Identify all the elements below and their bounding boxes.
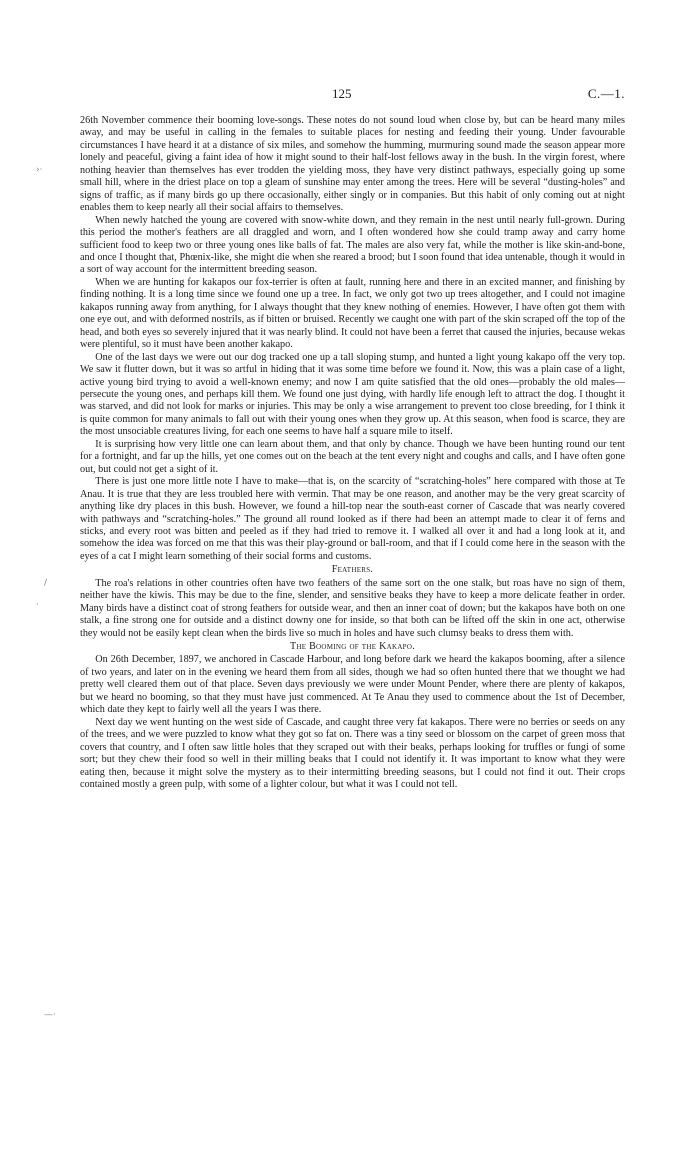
page-header (80, 88, 625, 106)
margin-mark-3: · (36, 600, 39, 610)
document-reference: C.—1. (587, 86, 625, 101)
paragraph: Next day we went hunting on the west side of Cascade, and caught three very fat kakapos. There were no berries or seeds on any of the trees, and we were puzzled to know what they got so fat on. There was a tiny seed or blossom on the carpet of green moss that covers that country, and I often saw little holes that they scraped out with their beaks, perhaps looking for truffles or fungi of some sort; but they chew their food so well in their milling beaks that I could not identify it. It was important to know what they were eating then, because it might solve the mystery as to their intermitting breeding seasons, but I could not find it out. Their crops contained mostly a green pulp, with some of a lighter colour, but what it was I could not tell. (80, 716, 625, 791)
margin-mark-2: / (44, 578, 48, 588)
document-body (80, 115, 625, 791)
paragraph: One of the last days we were out our dog tracked one up a tall sloping stump, and hunted a light young kakapo off the very top. We saw it flutter down, but it was so artful in hiding that it was some time before we found it. Now, this was a plain case of a light, active young bird trying to avoid a well-known enemy; and now I am quite satisfied that the old ones—probably the old males—persecute the young ones, and perhaps kill them. We found one just dying, with hardly life enough left to attract the dog. I thought it was starved, and did not look for marks or injuries. This may be only a wise arrangement to prevent too close breeding, for I think it is quite common for many animals to fall out with their young ones when they grow up. At this season, when food is scarce, they are the most unsociable creatures living, for each one seems to have half a square mile to itself. (80, 351, 625, 438)
margin-mark-4: —· (44, 1010, 56, 1020)
paragraph: It is surprising how very little one can learn about them, and that only by chance. Though we have been hunting round our tent for a fortnight, and far up the hills, yet one comes out on the beach at the tent every night and coughs and calls, and I have often gone out, but could not get a sight of it. (80, 438, 625, 475)
section-heading-booming: The Booming of the Kakapo. (289, 641, 416, 653)
paragraph: On 26th December, 1897, we anchored in Cascade Harbour, and long before dark we heard the kakapos booming, after a silence of two years, and later on in the evening we heard them from all sides, though we had so often hunted there that we thought we had pretty well cleared them out of that place. Seven days previously we were under Mount Pender, where there are plenty of kakapos, but we heard no booming, so that they must have just commenced. At Te Anau they used to commence about the 1st of December, which date they kept to fairly well all the years I was there. (80, 654, 625, 716)
page-number: 125 (332, 86, 352, 101)
paragraph: 26th November commence their booming love-songs. These notes do not sound loud when close by, but can be heard many miles away, and may be useful in calling in the females to suitable places for nesting and feeding their young. Under favourable circumstances I have heard it at a distance of six miles, and somehow the humming, murmuring sound made the season appear more lonely and peaceful, giving a faint idea of how it might sound to their half-lost fellows away in the bush. In the virgin forest, where nothing heavier than themselves has ever trodden the yielding moss, they have very distinct pathways, especially going up some small hill, where in the driest place on top a gleam of sunshine may enter among the trees. Here will be several “dusting-holes” and signs of traffic, as if many birds go up there occasionally, either singly or in companies. But this habit of only coming out at night enables them to keep nearly all their social affairs to themselves. (80, 115, 625, 214)
margin-mark-1: ›· (36, 165, 43, 175)
section-heading-feathers: Feathers. (331, 564, 374, 576)
paragraph: When we are hunting for kakapos our fox-terrier is often at fault, running here and there in an excited manner, and finishing by finding nothing. It is a long time since we found one up a tree. In fact, we only got two up trees altogether, and I could not imagine kakapos running away from anything, for I always thought that they knew nothing of enemies. However, I have often got them with one eye out, and with deformed nostrils, as if bitten or bruised. Recently we caught one with part of the skin scraped off the top of the head, and both eyes so severely injured that it was nearly blind. It could not have been a ferret that caused the injuries, because wekas were plentiful, so it must have been another kakapo. (80, 276, 625, 351)
paragraph: The roa's relations in other countries often have two feathers of the same sort on the one stalk, but roas have no sign of them, neither have the kiwis. This may be due to the fine, slender, and sensitive beaks they have to keep a more delicate feather in order. Many birds have a distinct coat of strong feathers for outside wear, and then an inner coat of down; but the kakapos have both on one stalk, a fine strong one for outside and a distinct downy one for inside, so that both can be lifted off the skin in one act, otherwise they would not be easily kept clean when the birds live so much in holes and have such clumsy beaks to dress them with. (80, 577, 625, 639)
paragraph: When newly hatched the young are covered with snow-white down, and they remain in the nest until nearly full-grown. During this period the mother's feathers are all draggled and worn, and I often wondered how she could tramp away and carry home sufficient food to keep two or three young ones like balls of fat. The males are also very fat, while the mother is like skin-and-bone, and once I thought that, Phœnix-like, she might die when she reared a brood; but I soon found that idea untenable, though it would in a sort of way account for the intermittent breeding season. (80, 214, 625, 276)
paragraph: There is just one more little note I have to make—that is, on the scarcity of “scratching-holes” here compared with those at Te Anau. It is true that they are less troubled here with vermin. That may be one reason, and another may be the very great scarcity of anything like dry places in this bush. However, we found a hill-top near the south-east corner of Cascade that was nearly covered with pathways and “scratching-holes.” The ground all round looked as if there had been an attempt made to clear it of ferns and sticks, and every root was bitten and peeled as if they had tried to remove it. I walked all over it and had a long look at it, and somehow the idea was forced on me that this was their play-ground or ball-room, and that if I could come here in the season with the eyes of a cat I might learn something of their social forms and customs. (80, 476, 625, 562)
